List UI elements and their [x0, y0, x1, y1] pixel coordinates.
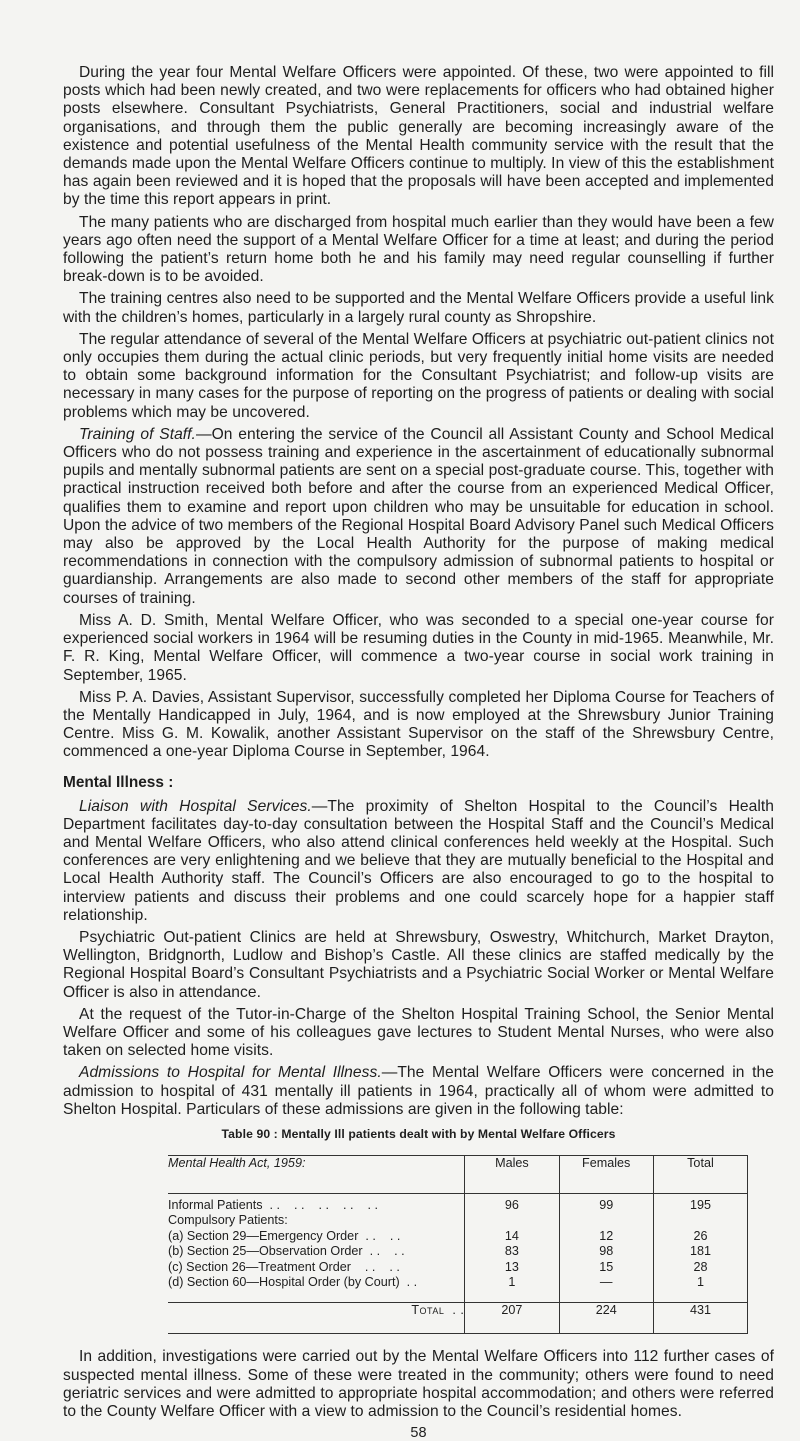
- cell-females: 15: [559, 1260, 653, 1275]
- column-header-females: Females: [559, 1155, 653, 1193]
- paragraph: Miss A. D. Smith, Mental Welfare Officer, who was seconded to a special one-year course for experienced social workers in 1964 will be resuming duties in the County in mid-1965. Meanwhile, Mr. F. R. King, Mental Welfare Officer, will commence a two-year course in social work training in September, 1965.: [63, 611, 774, 684]
- cell-males: 1: [465, 1275, 559, 1303]
- paragraph: At the request of the Tutor-in-Charge of the Shelton Hospital Training School, the Senior Mental Welfare Officer and some of his colleagues gave lectures to Student Mental Nurses, who were also taken on selected home visits.: [63, 1005, 774, 1060]
- cell-total: 181: [653, 1244, 747, 1259]
- page-number: 58: [410, 1425, 427, 1441]
- table-total-row: [168, 1303, 748, 1334]
- cell-total: 1: [653, 1275, 747, 1303]
- cell-females: 12: [559, 1229, 653, 1244]
- row-label: (d) Section 60—Hospital Order (by Court) . .: [168, 1275, 418, 1289]
- cell-total: 28: [653, 1260, 747, 1275]
- column-header-total: Total: [653, 1155, 747, 1193]
- paragraph: The many patients who are discharged from hospital much earlier than they would have been a few years ago often need the support of a Mental Welfare Officer for a time at least; and during the period following the patient’s return home both he and his family may need regular counselling if further break-down is to be avoided.: [63, 213, 774, 286]
- cell-males: 96: [465, 1193, 559, 1213]
- paragraph: Admissions to Hospital for Mental Illness.—The Mental Welfare Officers were concerned in the admission to hospital of 431 mentally ill patients in 1964, practically all of whom were admitted to Shelton Hospital. Particulars of these admissions are given in the following table:: [63, 1064, 774, 1118]
- paragraph-lead: Admissions to Hospital for Mental Illness.: [79, 1064, 382, 1082]
- table-row: [168, 1229, 748, 1244]
- paragraph-lead: Training of Staff.: [79, 425, 196, 443]
- paragraph: Psychiatric Out-patient Clinics are held at Shrewsbury, Oswestry, Whitchurch, Market Drayton, Wellington, Bridgnorth, Ludlow and Bishop’s Castle. All these clinics are staffed medically by the Regional Hospital Board’s Consultant Psychiatrists and a Psychiatric Social Worker or Mental Welfare Officer is also in attendance.: [63, 928, 774, 1001]
- table-header-row: [168, 1155, 748, 1193]
- cell-females: 99: [559, 1193, 653, 1213]
- total-total: 431: [653, 1303, 747, 1334]
- paragraph: The regular attendance of several of the Mental Welfare Officers at psychiatric out-patient clinics not only occupies them during the actual clinic periods, but very frequently initial home visits are needed to obtain some background information for the Consultant Psychiatrist; and follow-up visits are necessary in many cases for the purpose of reporting on the progress of patients or dealing with social problems which may be uncovered.: [63, 330, 774, 421]
- table-row: [168, 1213, 748, 1228]
- column-header-males: Males: [465, 1155, 559, 1193]
- admissions-table: [168, 1155, 748, 1334]
- row-label: Compulsory Patients:: [168, 1213, 288, 1228]
- cell-males: [465, 1213, 559, 1228]
- total-label: Total . .: [168, 1303, 465, 1334]
- paragraph-lead: Liaison with Hospital Services.: [79, 797, 312, 815]
- cell-females: —: [559, 1275, 653, 1303]
- cell-total: [653, 1213, 747, 1228]
- act-header: Mental Health Act, 1959:: [168, 1155, 465, 1193]
- cell-total: 26: [653, 1229, 747, 1244]
- paragraph-after-table: In addition, investigations were carried out by the Mental Welfare Officers into 112 further cases of suspected mental illness. Some of these were treated in the community; others were found to need geriatric services and were admitted to appropriate hospital accommodation; and others were referred to the County Welfare Officer with a view to admission to the Council’s residential homes.: [63, 1348, 774, 1421]
- table-row: [168, 1244, 748, 1259]
- table-row: [168, 1193, 748, 1213]
- table-row: [168, 1275, 748, 1303]
- total-females: 224: [559, 1303, 653, 1334]
- section-heading: Mental Illness :: [63, 773, 174, 791]
- paragraphs-mid: [63, 798, 774, 1119]
- table-row: [168, 1260, 748, 1275]
- paragraph: Training of Staff.—On entering the service of the Council all Assistant County and School Medical Officers who do not possess training and experience in the ascertainment of educationally subnormal pupils and mentally subnormal patients are sent on a special post-graduate course. This, together with practical instruction received both before and after the course from an experienced Medical Officer, qualifies them to examine and report upon children who may be unsuitable for education in school. Upon the advice of two members of the Regional Hospital Board Advisory Panel such Medical Officers may also be approved by the Local Health Authority for the purpose of making medical recommendations in connection with the compulsory admission of subnormal patients to hospital or guardianship. Arrangements are also made to second other members of the staff for appropriate courses of training.: [63, 425, 774, 607]
- row-label: (a) Section 29—Emergency Order . . . .: [168, 1228, 401, 1243]
- paragraphs-top: [63, 64, 774, 762]
- row-label: Informal Patients . . . . . . . . . .: [168, 1197, 378, 1212]
- paragraph: The training centres also need to be supported and the Mental Welfare Officers provide a useful link with the children’s homes, particularly in a largely rural county as Shropshire.: [63, 290, 774, 326]
- paragraph: During the year four Mental Welfare Officers were appointed. Of these, two were appointed to fill posts which had been newly created, and two were replacements for officers who had obtained higher posts elsewhere. Consultant Psychiatrists, General Practitioners, social and industrial welfare organisations, and through them the public generally are becoming increasingly aware of the existence and potential usefulness of the Mental Health community service with the result that the demands made upon the Mental Welfare Officers continue to multiply. In view of this the establishment has again been reviewed and it is hoped that the proposals will have been accepted and implemented by the time this report appears in print.: [63, 64, 774, 209]
- cell-females: 98: [559, 1244, 653, 1259]
- table-caption: Table 90 : Mentally Ill patients dealt with by Mental Welfare Officers: [221, 1126, 616, 1141]
- cell-males: 83: [465, 1244, 559, 1259]
- cell-total: 195: [653, 1193, 747, 1213]
- cell-males: 14: [465, 1229, 559, 1244]
- cell-females: [559, 1213, 653, 1228]
- row-label: (c) Section 26—Treatment Order . . . .: [168, 1259, 400, 1274]
- total-males: 207: [465, 1303, 559, 1334]
- row-label: (b) Section 25—Observation Order . . . .: [168, 1244, 405, 1259]
- paragraph: Miss P. A. Davies, Assistant Supervisor, successfully completed her Diploma Course for Teachers of the Mentally Handicapped in July, 1964, and is now employed at the Shrewsbury Junior Training Centre. Miss G. M. Kowalik, another Assistant Supervisor on the staff of the Shrewsbury Centre, commenced a one-year Diploma Course in September, 1964.: [63, 688, 774, 761]
- cell-males: 13: [465, 1260, 559, 1275]
- paragraph: Liaison with Hospital Services.—The proximity of Shelton Hospital to the Council’s Health Department facilitates day-to-day consultation between the Hospital Staff and the Council’s Medical and Mental Welfare Officers, who also attend clinical conferences held weekly at the Hospital. Such conferences are very enlightening and we believe that they are mutually beneficial to the Hospital and Local Health Authority staff. The Council’s Officers are also encouraged to go to the hospital to interview patients and discuss their problems and one could scarcely hope for a happier staff relationship.: [63, 797, 774, 924]
